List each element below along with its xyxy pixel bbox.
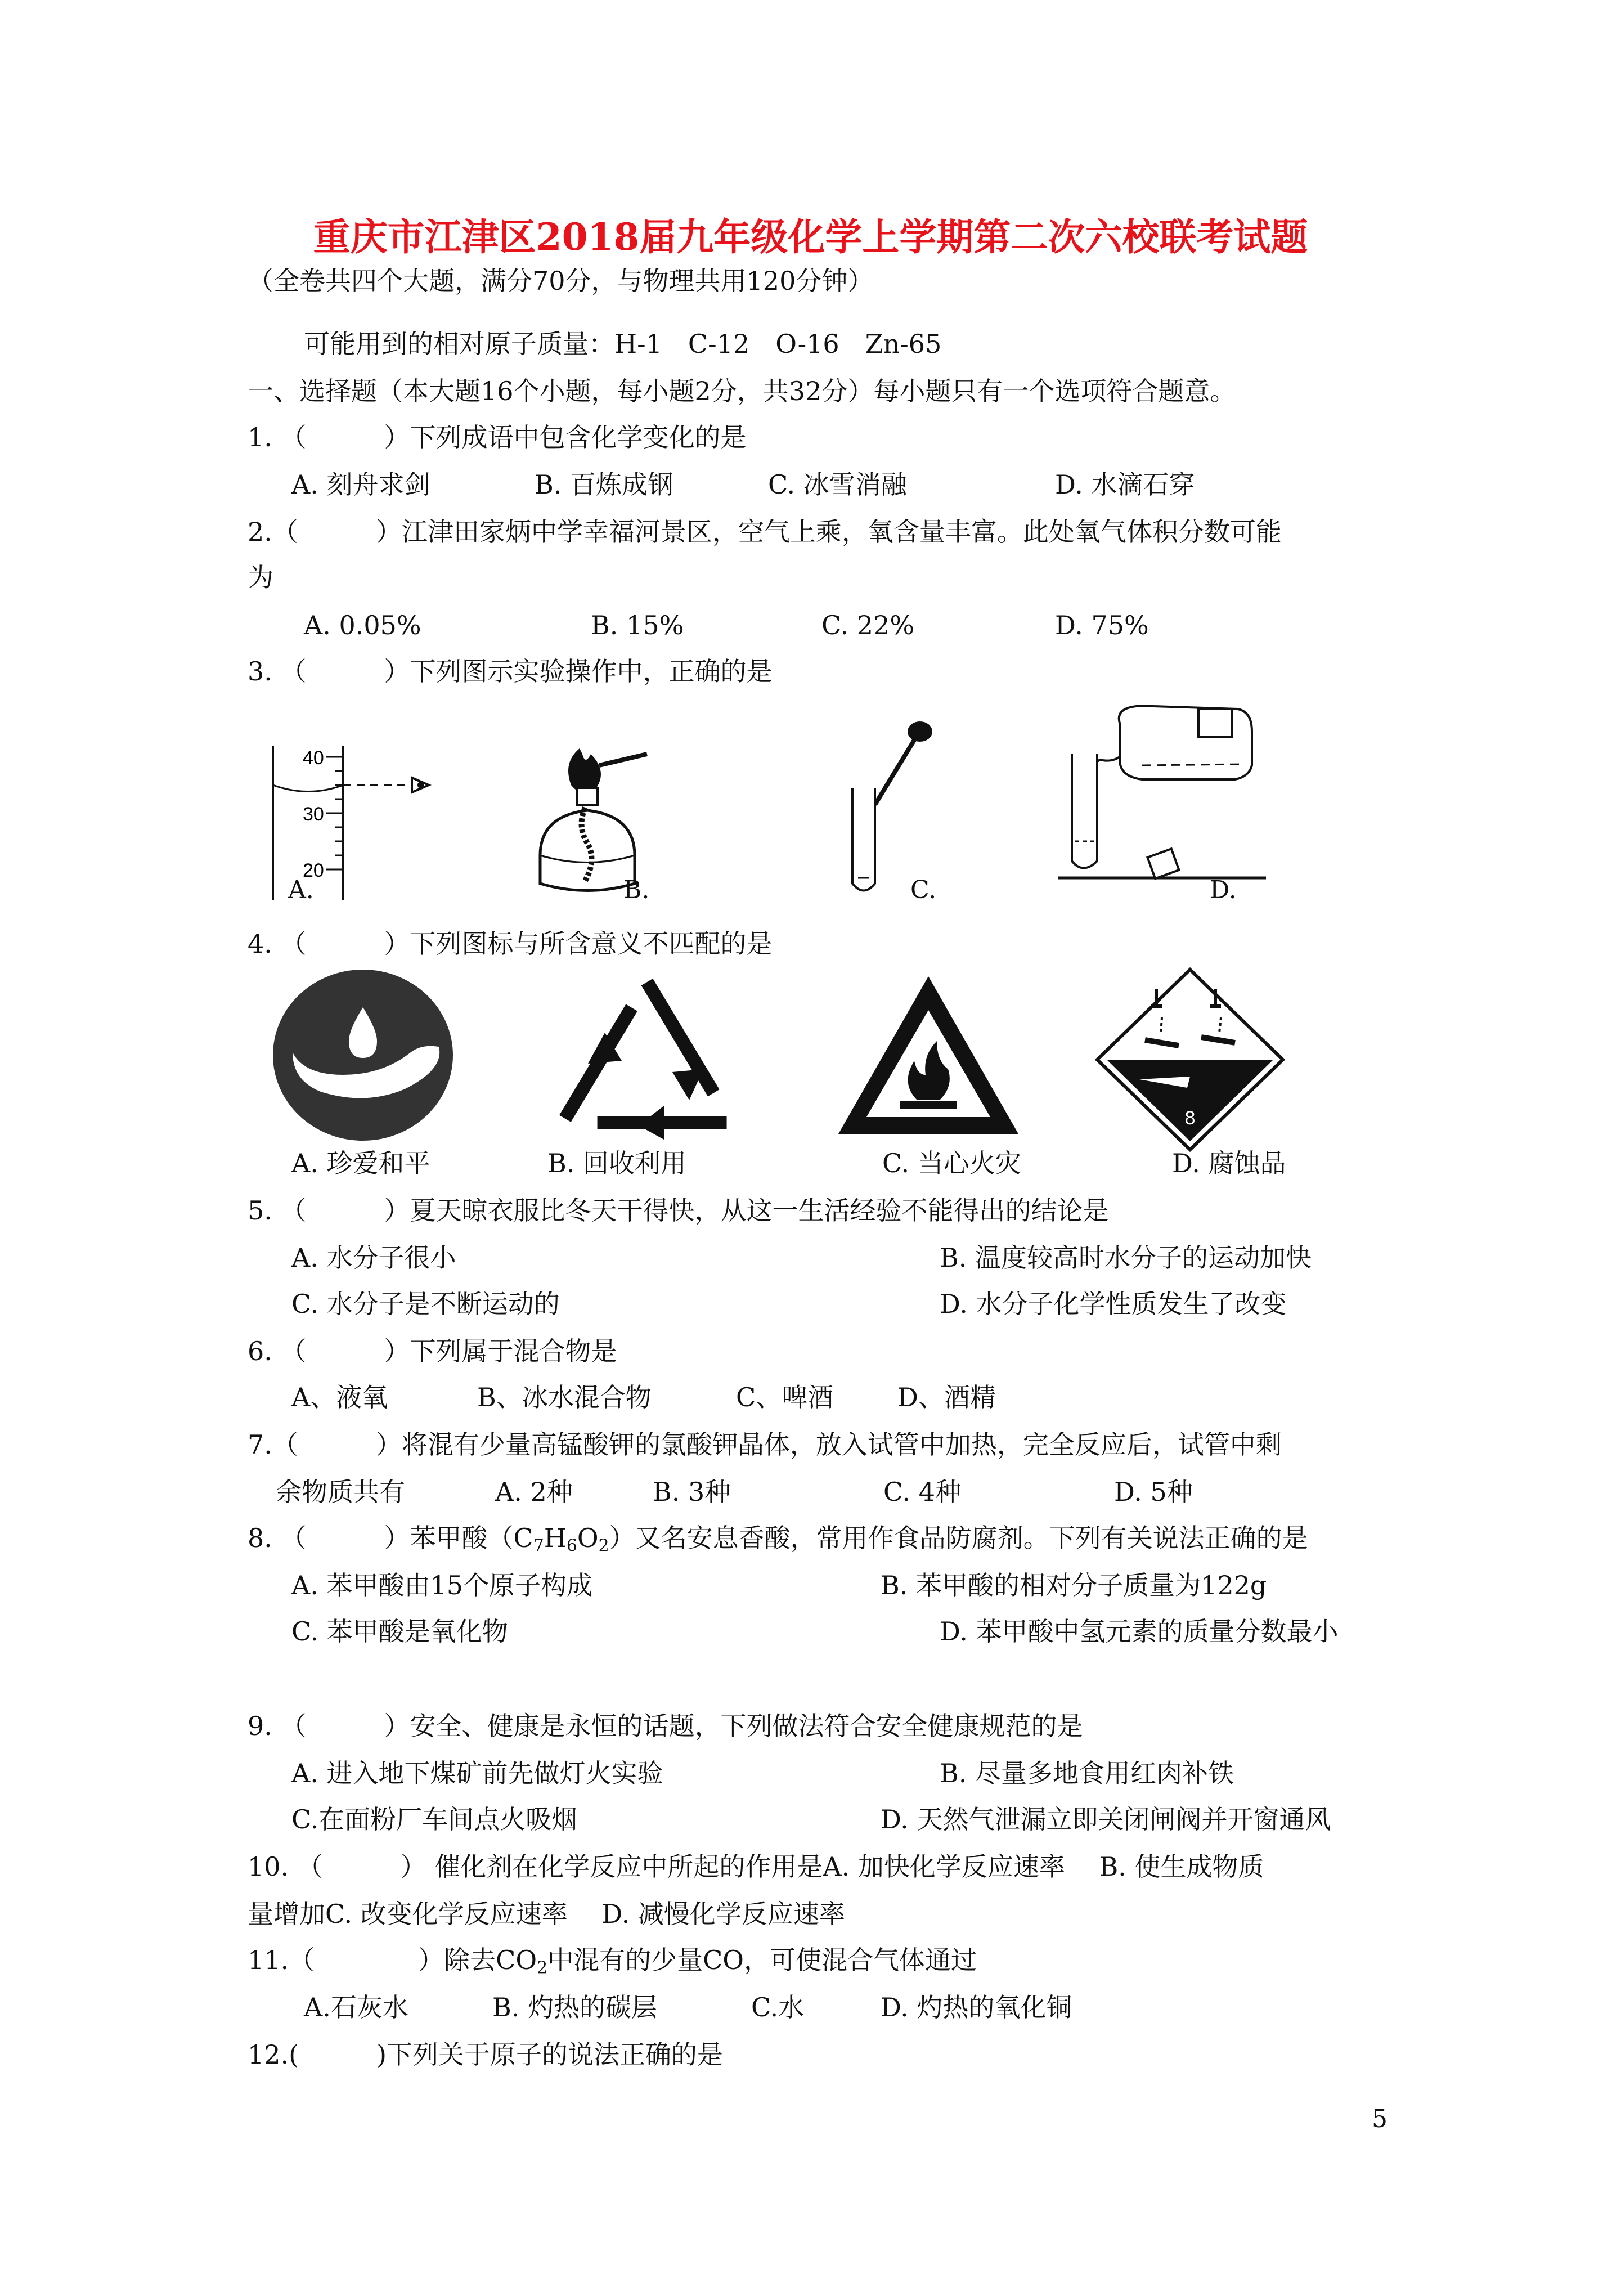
q11-option-a: A.石灰水 [304, 1992, 408, 2023]
q2-option-a: A. 0.05% [304, 610, 421, 640]
q1-option-b: B. 百炼成钢 [535, 469, 674, 500]
exam-info: （全卷共四个大题，满分70分，与物理共用120分钟） [248, 266, 874, 296]
question-7-stem: 7.（ ）将混有少量高锰酸钾的氯酸钾晶体，放入试管中加热，完全反应后，试管中剩 [248, 1429, 1282, 1460]
q7-option-a: A. 2种 [495, 1477, 573, 1507]
question-8-stem: 8. （ ）苯甲酸$(C_7H_6O_2)$又名安息香酸，常用作食品防腐剂。下列有关说法正确的是 [248, 1523, 1308, 1556]
q9-option-b: B. 尽量多地食用红肉补铁 [940, 1758, 1234, 1788]
q2-option-b: B. 15% [591, 610, 684, 640]
q8-option-d: D. 苯甲酸中氢元素的质量分数最小 [940, 1616, 1339, 1647]
q5-option-c: C. 水分子是不断运动的 [291, 1289, 560, 1319]
question-7-stem-cont: 余物质共有 [276, 1477, 405, 1507]
corrosive-class-number: 8 [1184, 1107, 1196, 1129]
q6-option-c: C、啤酒 [736, 1382, 834, 1412]
q1-option-d: D. 水滴石穿 [1055, 469, 1195, 500]
q4-option-b: B. 回收利用 [547, 1148, 687, 1178]
question-9-stem: 9. （ ）安全、健康是永恒的话题，下列做法符合安全健康规范的是 [248, 1711, 1083, 1741]
q6-option-d: D、酒精 [897, 1382, 996, 1412]
page-title: 重庆市江津区2018届九年级化学上学期第二次六校联考试题 [313, 215, 1308, 259]
q2-option-d: D. 75% [1055, 610, 1149, 640]
question-2-stem-cont: 为 [248, 562, 273, 593]
q5-option-b: B. 温度较高时水分子的运动加快 [940, 1243, 1312, 1273]
question-6-stem: 6. （ ）下列属于混合物是 [248, 1336, 617, 1366]
fire-warning-icon [833, 971, 1024, 1140]
q4-option-a: A. 珍爱和平 [291, 1148, 430, 1178]
corrosive-icon [1094, 967, 1286, 1153]
q9-option-c: C.在面粉厂车间点火吸烟 [291, 1804, 578, 1835]
q8-option-c: C. 苯甲酸是氧化物 [291, 1616, 508, 1647]
dropper-test-tube-figure [836, 715, 948, 900]
q2-option-c: C. 22% [821, 610, 915, 640]
q1-option-c: C. 冰雪消融 [768, 469, 907, 500]
question-10-stem-cont: 量增加C. 改变化学反应速率 D. 减慢化学反应速率 [248, 1899, 845, 1929]
pouring-liquid-figure [1058, 698, 1272, 889]
q8-option-b: B. 苯甲酸的相对分子质量为122g [881, 1570, 1267, 1600]
section-heading: 一、选择题（本大题16个小题，每小题2分，共32分）每小题只有一个选项符合题意。 [248, 376, 1236, 406]
q11-option-b: B. 灼热的碳层 [492, 1992, 658, 2023]
q7-option-b: B. 3种 [653, 1477, 731, 1507]
question-1-stem: 1. （ ）下列成语中包含化学变化的是 [248, 422, 747, 452]
q7-option-c: C. 4种 [883, 1477, 962, 1507]
question-3-stem: 3. （ ）下列图示实验操作中，正确的是 [248, 656, 773, 687]
q9-option-d: D. 天然气泄漏立即关闭闸阀并开窗通风 [881, 1804, 1331, 1835]
q3-option-b: B. [623, 876, 650, 904]
save-water-icon [270, 968, 456, 1142]
recycle-icon [554, 971, 740, 1140]
q3-option-c: C. [910, 876, 937, 904]
q4-option-d: D. 腐蚀品 [1172, 1148, 1286, 1178]
atomic-mass-line: 可能用到的相对原子质量：H-1 C-12 O-16 Zn-65 [304, 329, 942, 359]
q3-option-a: A. [288, 876, 314, 904]
q11-option-d: D. 灼热的氧化铜 [881, 1992, 1072, 2023]
tick-label: 40 [303, 747, 324, 769]
q8-option-a: A. 苯甲酸由15个原子构成 [291, 1570, 592, 1600]
question-10-stem: 10. （ ） 催化剂在化学反应中所起的作用是A. 加快化学反应速率 B. 使生成物质 [248, 1851, 1264, 1882]
q5-option-a: A. 水分子很小 [291, 1243, 456, 1273]
q11-option-c: C.水 [751, 1992, 805, 2023]
q6-option-a: A、液氧 [291, 1382, 388, 1412]
question-11-stem: 11.（ ）除去$CO_2$中混有的少量CO，可使混合气体通过 [248, 1945, 977, 1978]
question-12-stem: 12.( )下列关于原子的说法正确的是 [248, 2039, 724, 2070]
q3-option-d: D. [1210, 876, 1237, 904]
question-2-stem: 2.（ ）江津田家炳中学幸福河景区，空气上乘，氧含量丰富。此处氧气体积分数可能 [248, 517, 1282, 547]
q4-option-c: C. 当心火灾 [882, 1148, 1021, 1178]
tick-label: 30 [303, 804, 324, 825]
q1-option-a: A. 刻舟求剑 [291, 469, 430, 500]
q5-option-d: D. 水分子化学性质发生了改变 [940, 1289, 1287, 1319]
question-4-stem: 4. （ ）下列图标与所含意义不匹配的是 [248, 929, 773, 959]
page-number: 5 [1372, 2105, 1387, 2133]
tick-label: 20 [303, 860, 324, 881]
q7-option-d: D. 5种 [1114, 1477, 1193, 1507]
q6-option-b: B、冰水混合物 [477, 1382, 652, 1412]
question-5-stem: 5. （ ）夏天晾衣服比冬天干得快，从这一生活经验不能得出的结论是 [248, 1195, 1109, 1226]
q9-option-a: A. 进入地下煤矿前先做灯火实验 [291, 1758, 663, 1788]
